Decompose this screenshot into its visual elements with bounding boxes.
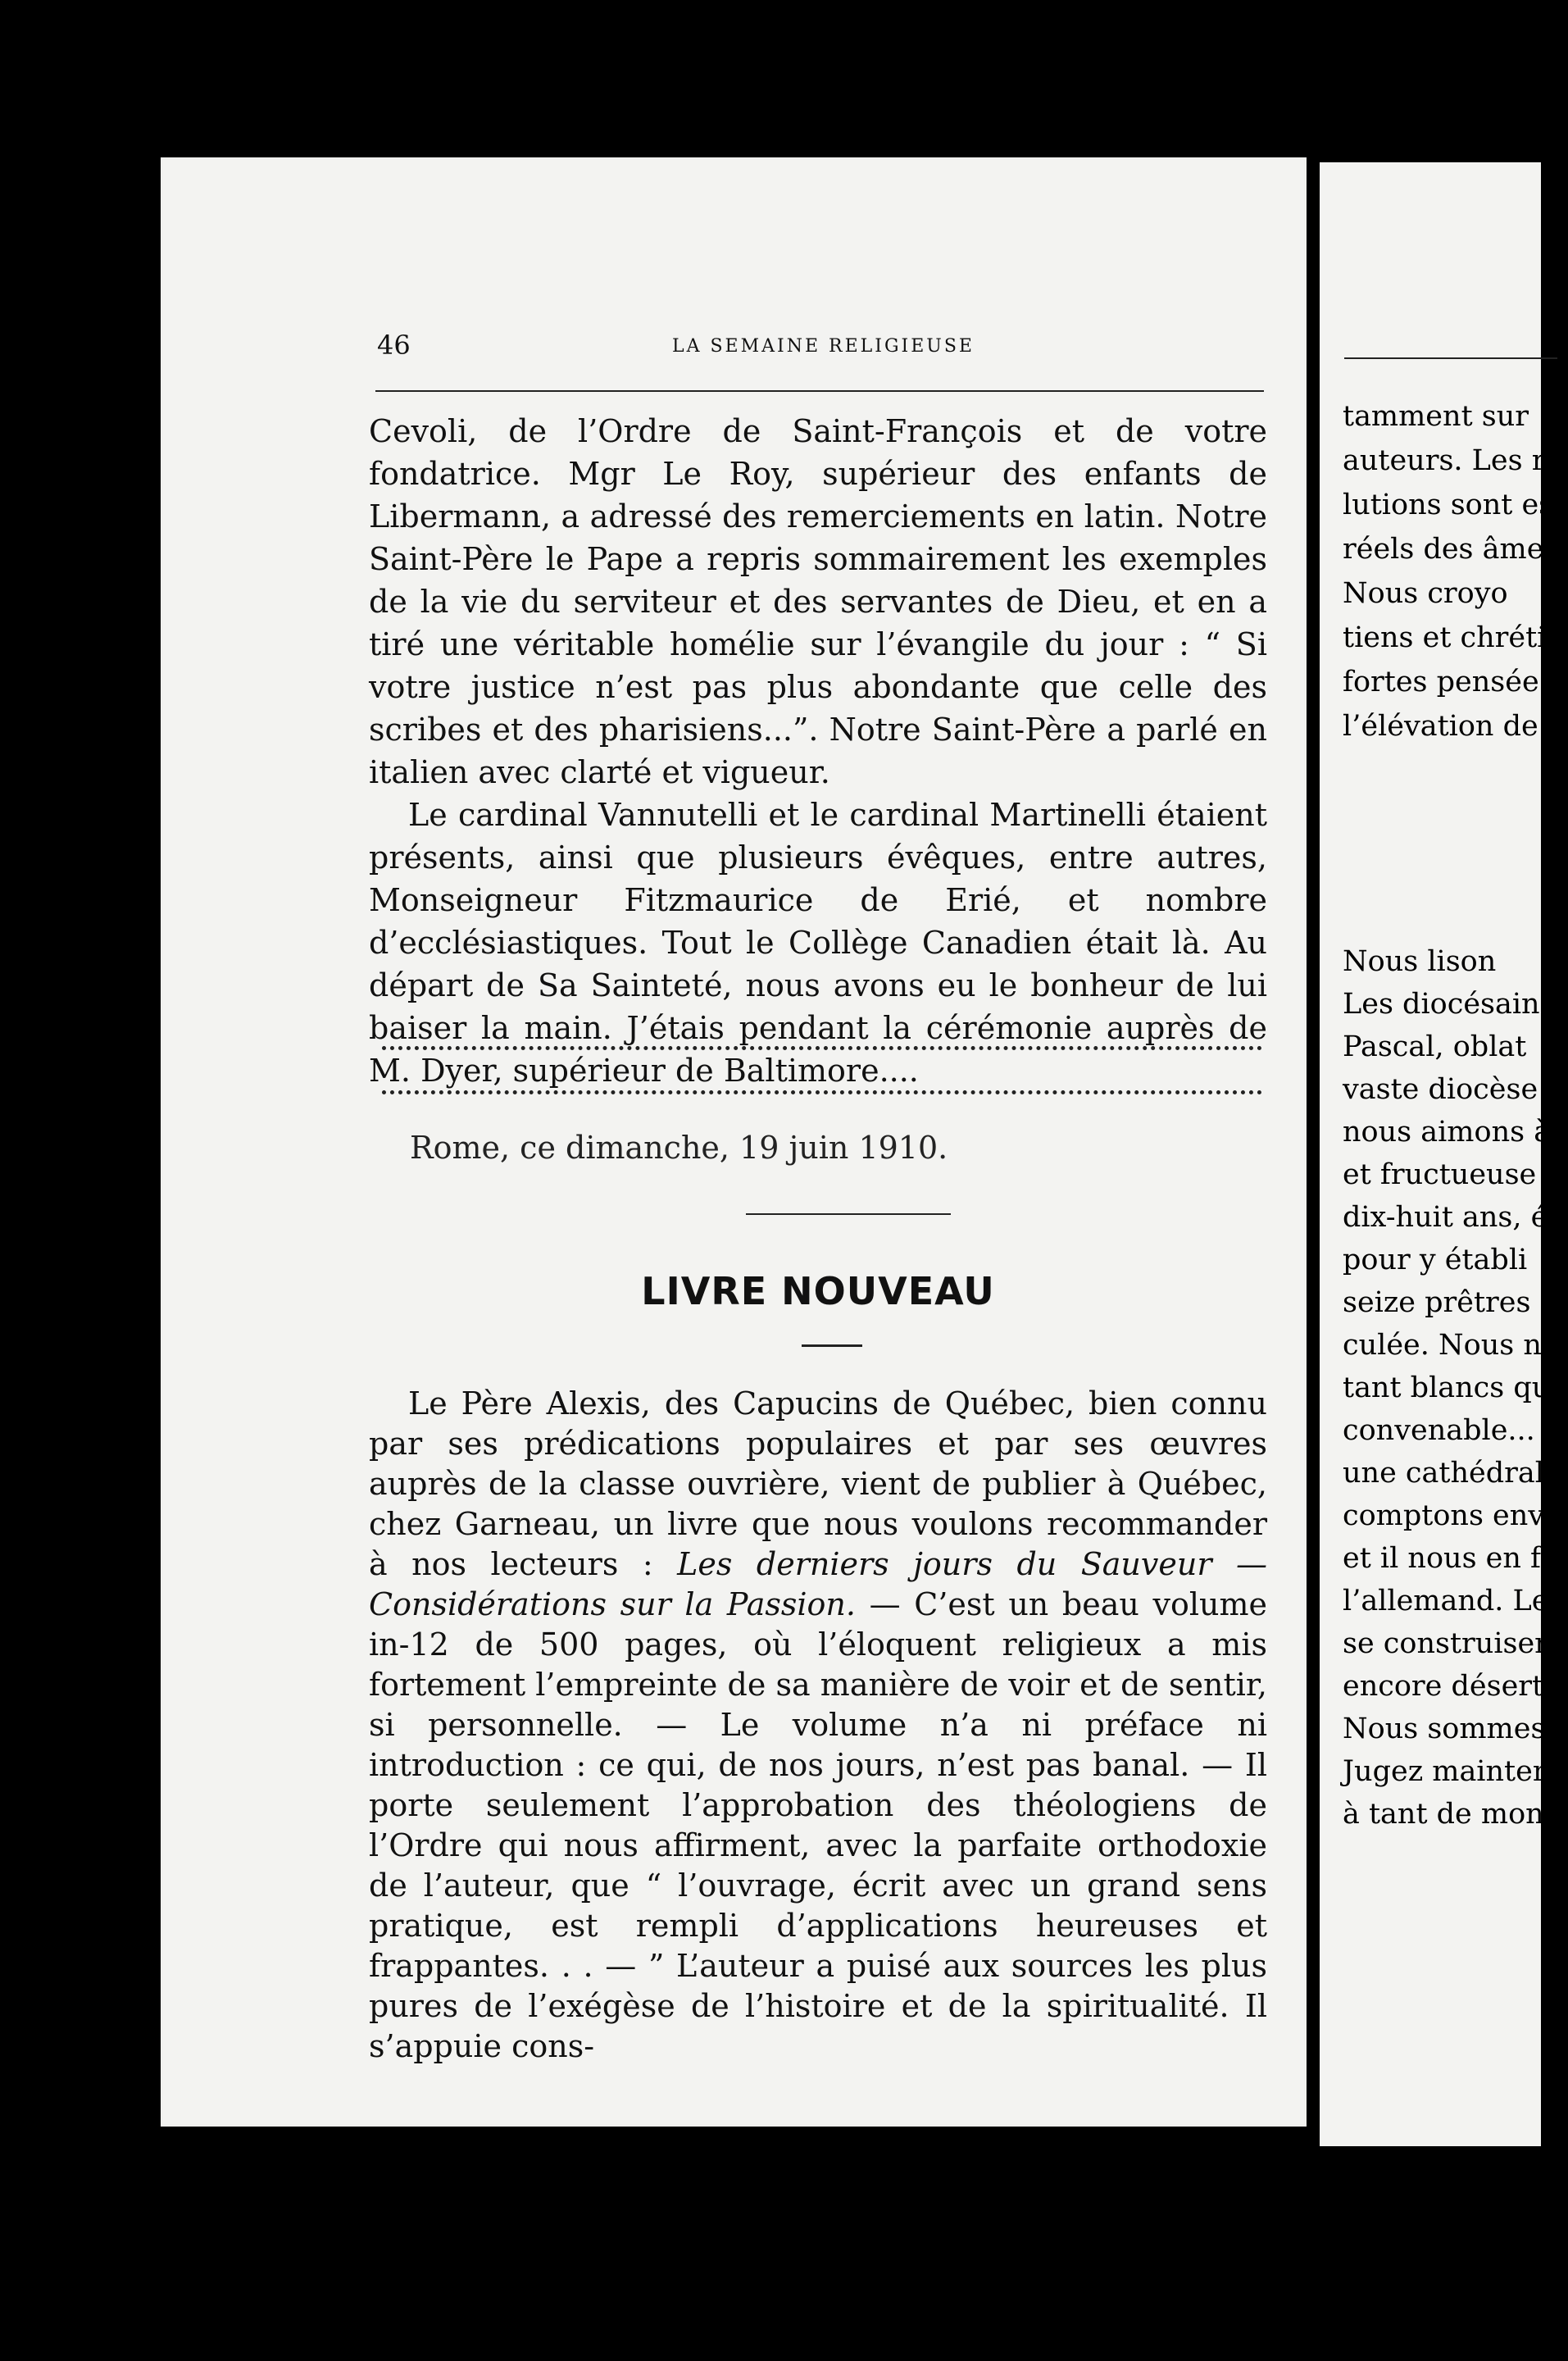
right-page-line: Les diocésain	[1343, 988, 1540, 1021]
right-page-line: dix-huit ans, é	[1343, 1201, 1548, 1234]
right-page-header-rule	[1344, 357, 1557, 359]
book-title: Les derniers jours du Sauveur — Considérations sur la Passion.	[369, 1546, 1268, 1622]
right-page-line: Jugez mainten	[1343, 1755, 1552, 1788]
dotted-separator	[382, 1090, 1262, 1114]
right-page-line: Nous sommes	[1343, 1713, 1546, 1745]
right-page-line: à tant de mond	[1343, 1798, 1563, 1831]
page-number: 46	[377, 330, 411, 361]
dotted-separator	[382, 1046, 1262, 1070]
right-page-line: encore désert.	[1343, 1670, 1553, 1703]
right-page	[1320, 162, 1568, 2146]
paragraph: Cevoli, de l’Ordre de Saint-François et de votre fondatrice. Mgr Le Roy, supérieur des enfants de Libermann, a adressé des remerciements en latin. Notre Saint-Père le Pape a repris sommairement les exemples de la vie du serviteur et des servantes de Dieu, et en a tiré une véritable homélie sur l’évangile du jour : “ Si votre justice n’est pas plus abondante que celle des scribes et des pharisiens...”. Notre Saint-Père a parlé en italien avec clarté et vigueur.	[369, 413, 1267, 790]
section-title: LIVRE NOUVEAU	[641, 1269, 995, 1313]
right-page-line: une cathédrale	[1343, 1457, 1561, 1490]
right-page-line: auteurs. Les r	[1343, 444, 1546, 477]
right-page-line: l’allemand. Le	[1343, 1585, 1549, 1617]
right-page-line: l’élévation de	[1343, 710, 1538, 743]
review-body: — C’est un beau volume in-12 de 500 pages, où l’éloquent religieux a mis fortement l’empreinte de sa manière de voir et de sentir, si personnelle. — Le volume n’a ni préface ni introduction : ce qui, de nos jours, n’est pas banal. — Il porte seulement l’approbation des théologiens de l’Ordre qui nous affirment, avec la parfaite orthodoxie de l’auteur, que “ l’ouvrage, écrit avec un grand sens pratique, est rempli d’applications heureuses et frappantes. . . — ” L’auteur a puisé aux sources les plus pures de l’exégèse de l’histoire et de la spiritualité. Il s’appuie cons-	[369, 1586, 1267, 2064]
header-rule	[375, 390, 1264, 392]
right-page-line: seize prêtres c	[1343, 1286, 1557, 1319]
running-title: LA SEMAINE RELIGIEUSE	[672, 336, 975, 357]
right-page-line: comptons envi	[1343, 1499, 1554, 1532]
letter-text	[369, 410, 1267, 1092]
right-page-line: réels des âmes	[1343, 533, 1559, 566]
section-divider	[746, 1213, 951, 1215]
right-page-line: pour y établi	[1343, 1244, 1528, 1276]
right-page-line: nous aimons à	[1343, 1116, 1552, 1149]
right-page-line: culée. Nous n’a	[1343, 1329, 1568, 1362]
page-header	[377, 330, 1279, 369]
review-intro: Le Père Alexis, des Capucins de Québec, bien connu par ses prédications populaires et par ses œuvres auprès de la classe ouvrière, vient de publier à Québec, chez Garneau, un livre que nous voulons recommander à nos lecteurs :	[369, 1385, 1267, 1582]
right-page-line: et fructueuse e	[1343, 1158, 1563, 1191]
right-page-line: tamment sur	[1343, 400, 1529, 433]
right-page-line: fortes pensée	[1343, 666, 1539, 698]
right-page-line: Nous croyo	[1343, 577, 1508, 610]
right-page-line: lutions sont es	[1343, 489, 1554, 521]
right-page-line: tiens et chréti	[1343, 621, 1547, 654]
right-page-line: vaste diocèse d	[1343, 1073, 1566, 1106]
book-review-text	[369, 1384, 1267, 2067]
dateline: Rome, ce dimanche, 19 juin 1910.	[410, 1130, 948, 1166]
title-underline	[802, 1344, 862, 1347]
paragraph: Le cardinal Vannutelli et le cardinal Martinelli étaient présents, ainsi que plusieurs évêques, entre autres, Monseigneur Fitzmaurice de Erié, et nombre d’ecclésiastiques. Tout le Collège Canadien était là. Au départ de Sa Sainteté, nous avons eu le bonheur de lui baiser la main. J’étais pendant la cérémonie auprès de M. Dyer, supérieur de Baltimore....	[369, 797, 1267, 1089]
right-page-line: se construisent	[1343, 1627, 1565, 1660]
paragraph	[369, 1384, 1267, 2067]
right-page-line: tant blancs qu’	[1343, 1372, 1560, 1404]
right-page-line: Pascal, oblat	[1343, 1030, 1527, 1063]
right-page-line: Nous lison	[1343, 945, 1497, 978]
right-page-line: convenable... I	[1343, 1414, 1556, 1447]
right-page-line: et il nous en f	[1343, 1542, 1541, 1575]
